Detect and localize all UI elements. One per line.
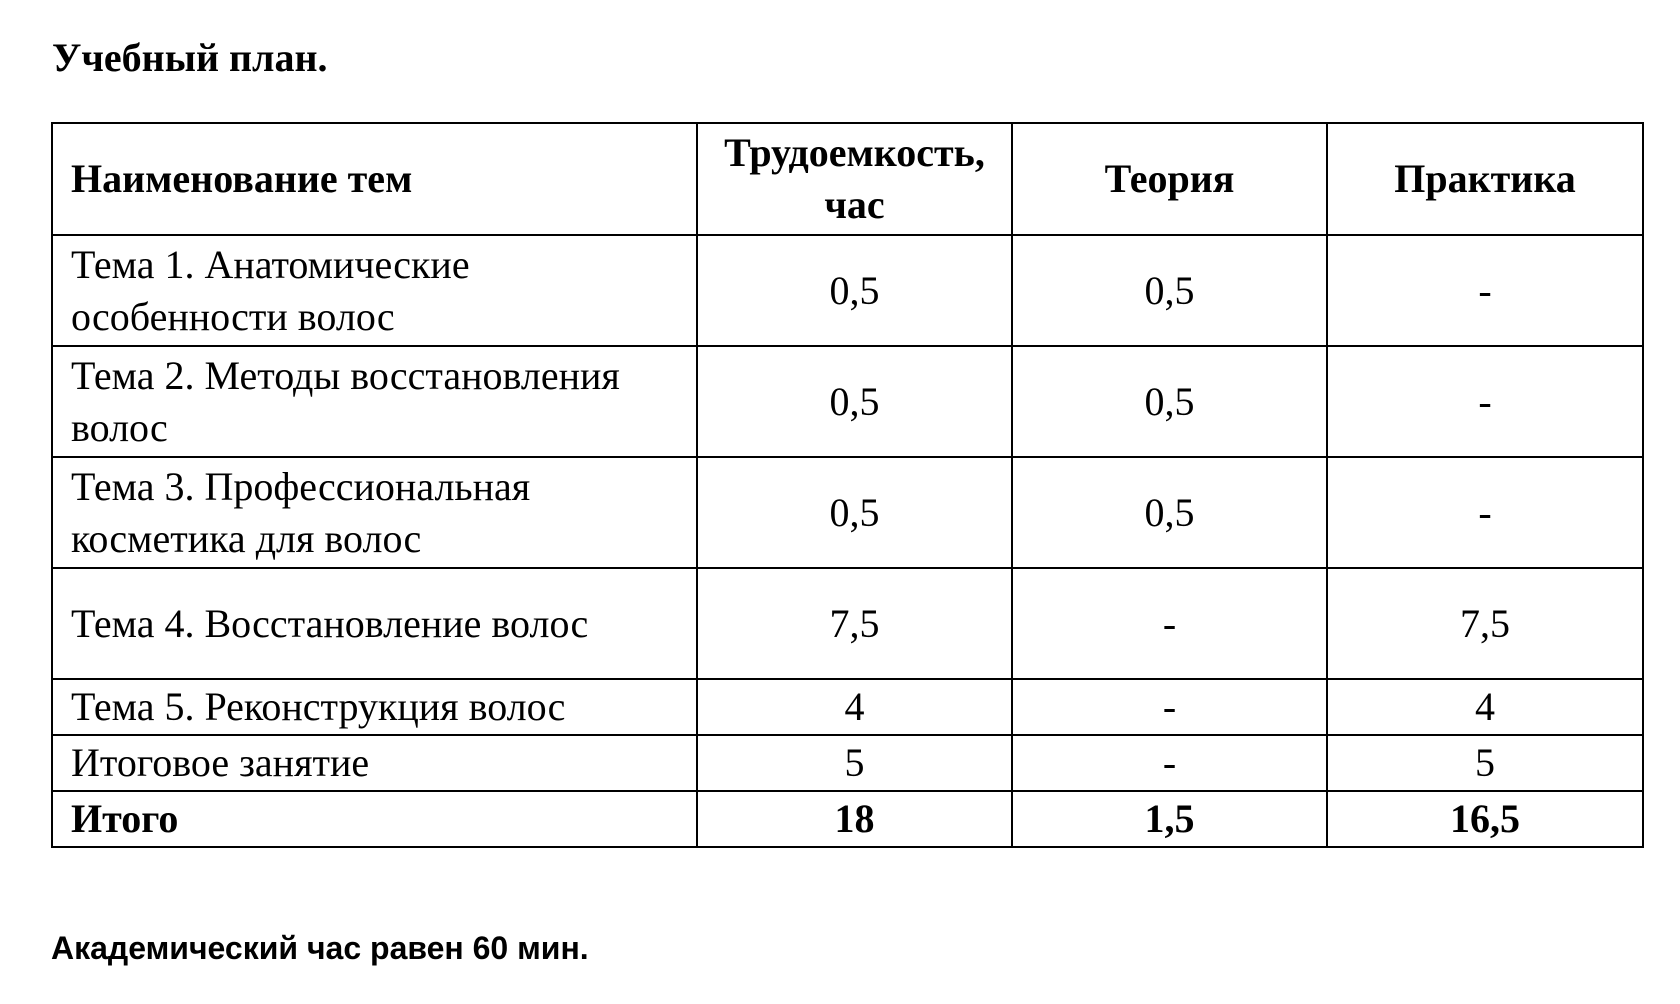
table-row — [52, 568, 1643, 679]
total-hours-cell: 0,5 — [697, 346, 1012, 457]
theory-cell: 0,5 — [1012, 346, 1327, 457]
page-title: Учебный план. — [52, 35, 328, 80]
header-theory: Теория — [1012, 123, 1327, 235]
practice-cell: 7,5 — [1327, 568, 1643, 679]
topic-name-cell: Тема 3. Профессиональная косметика для волос — [52, 457, 697, 568]
practice-cell: - — [1327, 235, 1643, 346]
practice-cell: - — [1327, 346, 1643, 457]
practice-cell: - — [1327, 457, 1643, 568]
table-header-row — [52, 123, 1643, 235]
table-row — [52, 235, 1643, 346]
total-hours-cell: 4 — [697, 679, 1012, 735]
total-hours-cell: 7,5 — [697, 568, 1012, 679]
table-row — [52, 735, 1643, 791]
topic-name-cell: Итоговое занятие — [52, 735, 697, 791]
topic-name-cell: Тема 2. Методы восстановления волос — [52, 346, 697, 457]
total-hours-cell: 0,5 — [697, 235, 1012, 346]
theory-cell: 0,5 — [1012, 457, 1327, 568]
table-row — [52, 346, 1643, 457]
total-row — [52, 791, 1643, 847]
header-topic-name: Наименование тем — [52, 123, 697, 235]
header-total-hours: Трудоемкость, час — [697, 123, 1012, 235]
practice-cell: 5 — [1327, 735, 1643, 791]
total-hours-cell: 0,5 — [697, 457, 1012, 568]
theory-cell: - — [1012, 568, 1327, 679]
theory-sum-cell: 1,5 — [1012, 791, 1327, 847]
theory-cell: - — [1012, 735, 1327, 791]
total-hours-cell: 5 — [697, 735, 1012, 791]
topic-name-cell: Тема 4. Восстановление волос — [52, 568, 697, 679]
table-row — [52, 457, 1643, 568]
topic-name-cell: Тема 5. Реконструкция волос — [52, 679, 697, 735]
curriculum-table — [51, 122, 1644, 848]
total-label-cell: Итого — [52, 791, 697, 847]
footnote: Академический час равен 60 мин. — [51, 930, 589, 966]
table-row — [52, 679, 1643, 735]
header-practice: Практика — [1327, 123, 1643, 235]
practice-sum-cell: 16,5 — [1327, 791, 1643, 847]
theory-cell: - — [1012, 679, 1327, 735]
theory-cell: 0,5 — [1012, 235, 1327, 346]
topic-name-cell: Тема 1. Анатомические особенности волос — [52, 235, 697, 346]
practice-cell: 4 — [1327, 679, 1643, 735]
total-hours-sum-cell: 18 — [697, 791, 1012, 847]
